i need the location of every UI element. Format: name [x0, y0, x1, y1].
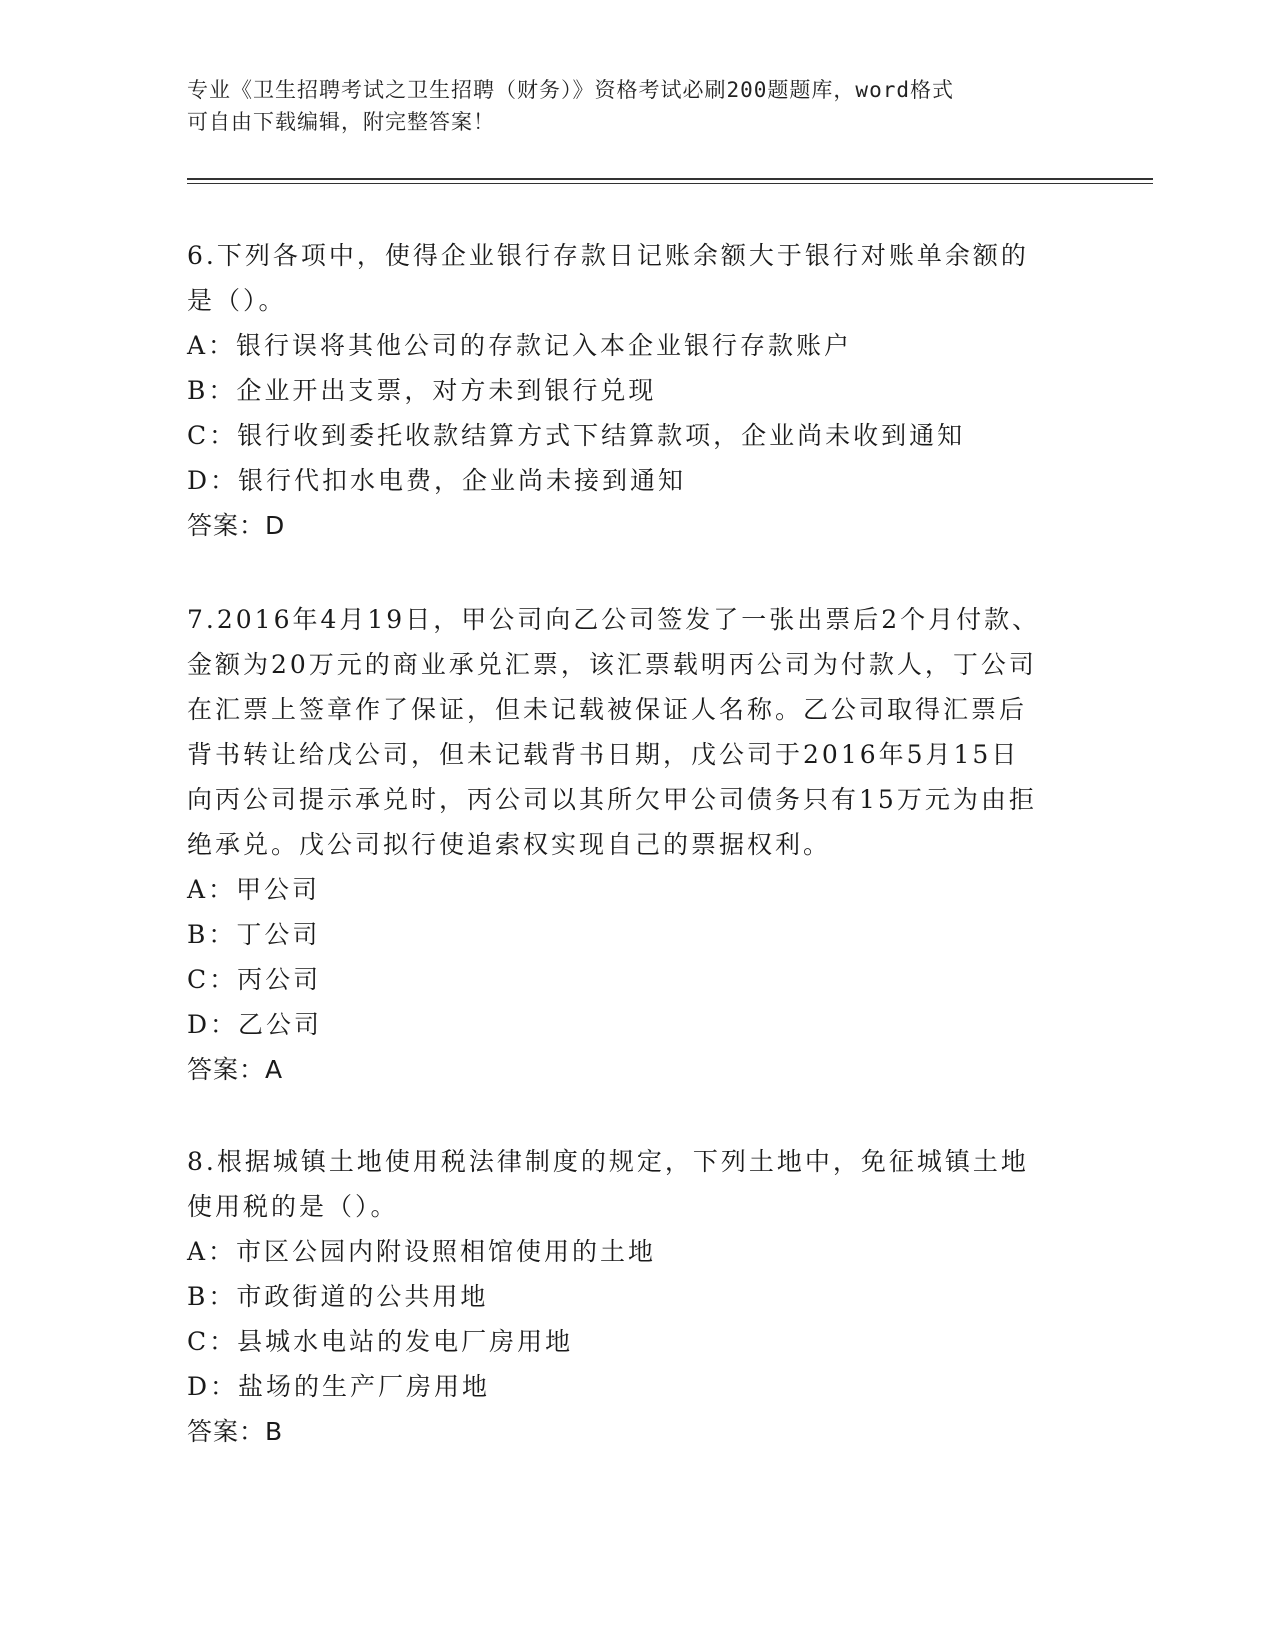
- question-7: [187, 597, 1077, 1092]
- question-stem-line: 是（）。: [187, 286, 287, 315]
- option-c: C：丙公司: [187, 965, 322, 994]
- option-b: B：企业开出支票，对方未到银行兑现: [187, 376, 657, 405]
- answer-label: 答案：D: [187, 511, 286, 540]
- question-stem-line: 6.下列各项中，使得企业银行存款日记账余额大于银行对账单余额的: [187, 241, 1029, 270]
- question-stem-line: 背书转让给戊公司，但未记载背书日期，戊公司于2016年5月15日: [187, 740, 1020, 769]
- document-header: [187, 74, 1067, 138]
- option-a: A：银行误将其他公司的存款记入本企业银行存款账户: [187, 331, 853, 360]
- question-stem-line: 向丙公司提示承兑时，丙公司以其所欠甲公司债务只有15万元为由拒: [187, 785, 1037, 814]
- header-divider-thin: [187, 183, 1153, 184]
- option-c: C：县城水电站的发电厂房用地: [187, 1327, 574, 1356]
- answer-label: 答案：A: [187, 1055, 284, 1084]
- option-d: D：乙公司: [187, 1010, 323, 1039]
- question-stem-line: 绝承兑。戊公司拟行使追索权实现自己的票据权利。: [187, 830, 832, 859]
- option-d: D：银行代扣水电费，企业尚未接到通知: [187, 466, 687, 495]
- question-stem-line: 金额为20万元的商业承兑汇票，该汇票载明丙公司为付款人，丁公司: [187, 650, 1037, 679]
- option-c: C：银行收到委托收款结算方式下结算款项，企业尚未收到通知: [187, 421, 966, 450]
- option-a: A：市区公园内附设照相馆使用的土地: [187, 1237, 657, 1266]
- question-stem-line: 7.2016年4月19日，甲公司向乙公司签发了一张出票后2个月付款、: [187, 605, 1041, 634]
- question-stem-line: 在汇票上签章作了保证，但未记载被保证人名称。乙公司取得汇票后: [187, 695, 1028, 724]
- option-a: A：甲公司: [187, 875, 321, 904]
- header-divider-thick: [187, 178, 1153, 180]
- option-d: D：盐场的生产厂房用地: [187, 1372, 491, 1401]
- question-stem-line: 8.根据城镇土地使用税法律制度的规定，下列土地中，免征城镇土地: [187, 1147, 1029, 1176]
- question-6: [187, 233, 1077, 548]
- answer-label: 答案：B: [187, 1417, 284, 1446]
- header-line-2: 可自由下载编辑，附完整答案！: [187, 110, 495, 134]
- option-b: B：丁公司: [187, 920, 321, 949]
- option-b: B：市政街道的公共用地: [187, 1282, 489, 1311]
- header-line-1: 专业《卫生招聘考试之卫生招聘（财务）》资格考试必刷200题题库，word格式: [187, 78, 954, 102]
- question-stem-line: 使用税的是（）。: [187, 1192, 399, 1221]
- question-8: [187, 1139, 1077, 1454]
